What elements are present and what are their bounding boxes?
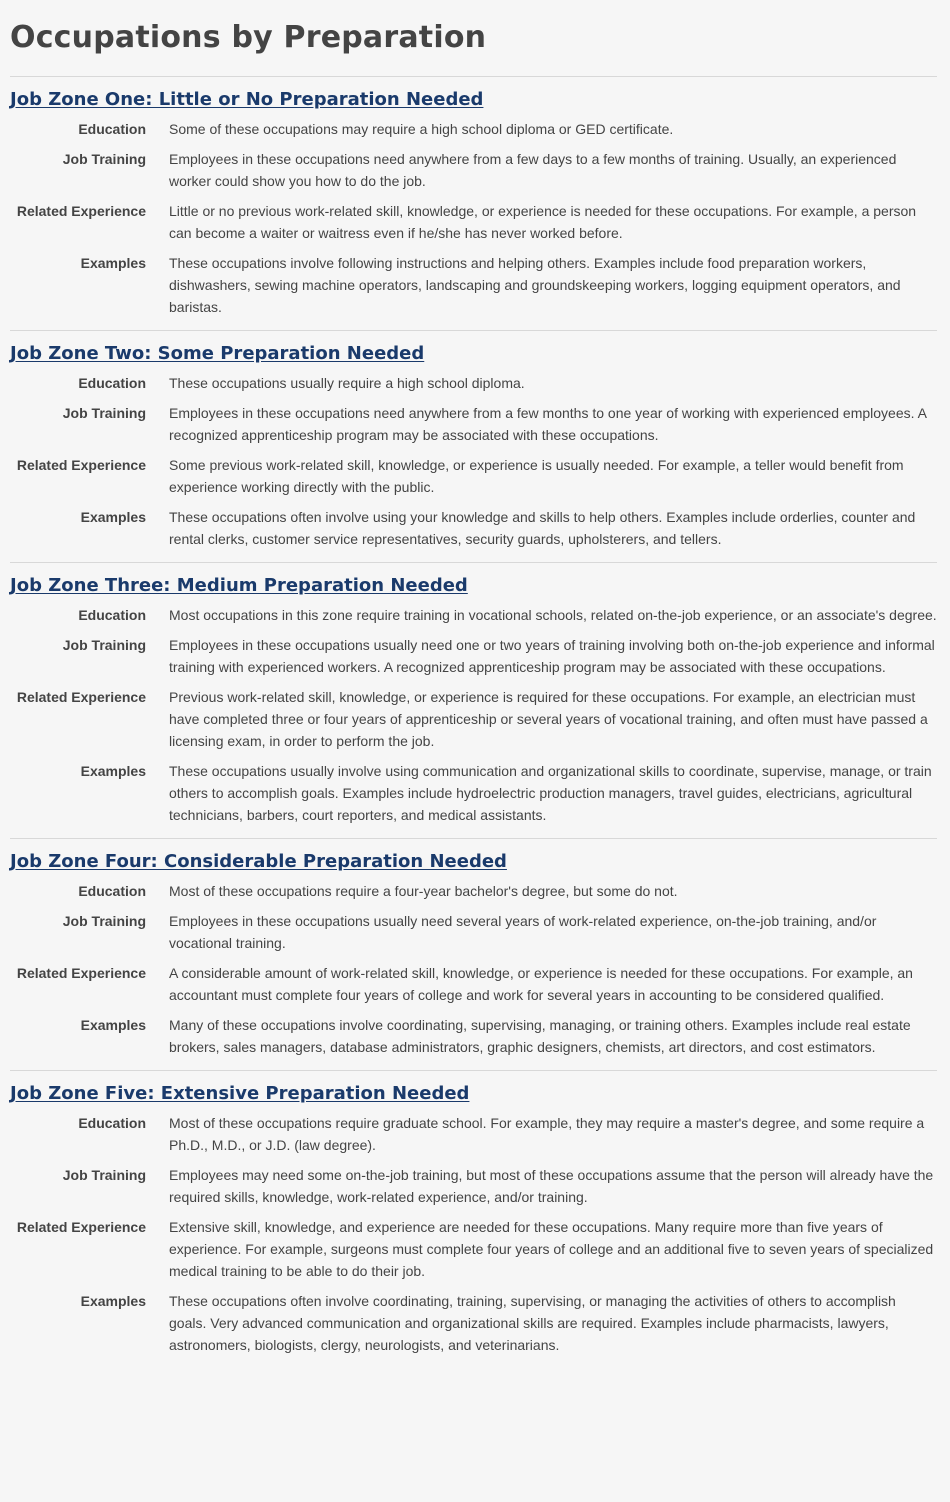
education-text: Some of these occupations may require a high school diploma or GED certificate. <box>169 121 674 137</box>
education-label: Education <box>78 607 146 623</box>
examples-label: Examples <box>80 509 146 525</box>
job-training-label: Job Training <box>62 151 146 167</box>
examples-text: These occupations usually involve using communication and organizational skills to coordinate, supervise, manage, or train others to accomplish goals. Examples include hydroelectric production managers, travel guides, electricians, agricultural technicians, barbers, court reporters, and medical assistants. <box>169 763 932 823</box>
related-experience-text: Previous work-related skill, knowledge, or experience is required for these occupations. For example, an electrician must have completed three or four years of apprenticeship or several years of vocational training, and often must have passed a licensing exam, in order to perform the job. <box>169 689 928 749</box>
job-training-row <box>10 910 937 954</box>
related-experience-text: Little or no previous work-related skill, knowledge, or experience is needed for these occupations. For example, a person can become a waiter or waitress even if he/she has never worked before. <box>169 203 917 241</box>
job-zone-four-link[interactable]: Job Zone Four: Considerable Preparation Needed <box>10 851 507 872</box>
job-zone-details <box>10 880 937 1058</box>
examples-label: Examples <box>80 763 146 779</box>
job-zone-four <box>10 838 937 1070</box>
related-experience-row <box>10 454 937 498</box>
education-row <box>10 372 937 394</box>
job-training-text: Employees in these occupations need anywhere from a few months to one year of working with experienced employees. A recognized apprenticeship program may be associated with these occupations. <box>169 405 927 443</box>
education-text: Most of these occupations require graduate school. For example, they may require a master's degree, and some require a Ph.D., M.D., or J.D. (law degree). <box>169 1115 925 1153</box>
examples-label: Examples <box>80 1293 146 1309</box>
job-zone-details <box>10 118 937 318</box>
education-text: Most occupations in this zone require training in vocational schools, related on-the-job experience, or an associate's degree. <box>169 607 937 623</box>
related-experience-label: Related Experience <box>16 965 146 981</box>
related-experience-label: Related Experience <box>16 1219 146 1235</box>
examples-row <box>10 760 937 826</box>
related-experience-label: Related Experience <box>16 203 146 219</box>
job-zone-two-link[interactable]: Job Zone Two: Some Preparation Needed <box>10 343 425 364</box>
job-training-row <box>10 402 937 446</box>
related-experience-label: Related Experience <box>16 689 146 705</box>
job-training-label: Job Training <box>62 913 146 929</box>
job-training-row <box>10 148 937 192</box>
education-label: Education <box>78 375 146 391</box>
education-row <box>10 880 937 902</box>
job-zone-five-link[interactable]: Job Zone Five: Extensive Preparation Needed <box>10 1083 470 1104</box>
job-zone-details <box>10 372 937 550</box>
examples-text: Many of these occupations involve coordinating, supervising, managing, or training others. Examples include real estate brokers, sales managers, database administrators, graphic designers, chemists, art directors, and cost estimators. <box>169 1017 911 1055</box>
job-training-text: Employees in these occupations usually need one or two years of training involving both on-the-job experience and informal training with experienced workers. A recognized apprenticeship program may be associated with these occupations. <box>169 637 935 675</box>
job-training-label: Job Training <box>62 637 146 653</box>
related-experience-text: A considerable amount of work-related skill, knowledge, or experience is needed for these occupations. For example, an accountant must complete four years of college and work for several years in accounting to be considered qualified. <box>169 965 913 1003</box>
job-zone-three <box>10 562 937 838</box>
education-row <box>10 604 937 626</box>
job-zone-one-link[interactable]: Job Zone One: Little or No Preparation Needed <box>10 89 484 110</box>
related-experience-text: Some previous work-related skill, knowledge, or experience is usually needed. For example, a teller would benefit from experience working directly with the public. <box>169 457 904 495</box>
job-zone-one <box>10 76 937 330</box>
page-title: Occupations by Preparation <box>10 20 487 55</box>
examples-text: These occupations often involve coordinating, training, supervising, or managing the activities of others to accomplish goals. Very advanced communication and organizational skills are required. Examples include pharmacists, lawyers, astronomers, biologists, clergy, neurologists, and veterinarians. <box>169 1293 896 1353</box>
education-label: Education <box>78 1115 146 1131</box>
education-row <box>10 118 937 140</box>
job-zone-five <box>10 1070 937 1368</box>
job-training-text: Employees in these occupations usually need several years of work-related experience, on-the-job training, and/or vocational training. <box>169 913 877 951</box>
related-experience-text: Extensive skill, knowledge, and experience are needed for these occupations. Many require more than five years of experience. For example, surgeons must complete four years of college and an additional five to seven years of specialized medical training to be able to do their job. <box>169 1219 934 1279</box>
examples-text: These occupations involve following instructions and helping others. Examples include food preparation workers, dishwashers, sewing machine operators, landscaping and groundskeeping workers, logging equipment operators, and baristas. <box>169 255 901 315</box>
education-row <box>10 1112 937 1156</box>
job-training-text: Employees in these occupations need anywhere from a few days to a few months of training. Usually, an experienced worker could show you how to do the job. <box>169 151 897 189</box>
examples-label: Examples <box>80 1017 146 1033</box>
job-training-label: Job Training <box>62 1167 146 1183</box>
related-experience-row <box>10 1216 937 1282</box>
related-experience-row <box>10 962 937 1006</box>
job-training-row <box>10 634 937 678</box>
job-training-label: Job Training <box>62 405 146 421</box>
examples-label: Examples <box>80 255 146 271</box>
examples-row <box>10 1014 937 1058</box>
job-zone-two <box>10 330 937 562</box>
related-experience-row <box>10 686 937 752</box>
job-zone-details <box>10 1112 937 1356</box>
job-training-row <box>10 1164 937 1208</box>
education-text: These occupations usually require a high school diploma. <box>169 375 525 391</box>
education-label: Education <box>78 121 146 137</box>
examples-row <box>10 1290 937 1356</box>
job-training-text: Employees may need some on-the-job training, but most of these occupations assume that the person will already have the required skills, knowledge, work-related experience, and/or training. <box>169 1167 934 1205</box>
examples-row <box>10 506 937 550</box>
related-experience-label: Related Experience <box>16 457 146 473</box>
job-zone-three-link[interactable]: Job Zone Three: Medium Preparation Needed <box>10 575 468 596</box>
related-experience-row <box>10 200 937 244</box>
job-zone-details <box>10 604 937 826</box>
education-text: Most of these occupations require a four-year bachelor's degree, but some do not. <box>169 883 678 899</box>
examples-row <box>10 252 937 318</box>
education-label: Education <box>78 883 146 899</box>
examples-text: These occupations often involve using your knowledge and skills to help others. Examples include orderlies, counter and rental clerks, customer service representatives, security guards, upholsterers, and tellers. <box>169 509 916 547</box>
